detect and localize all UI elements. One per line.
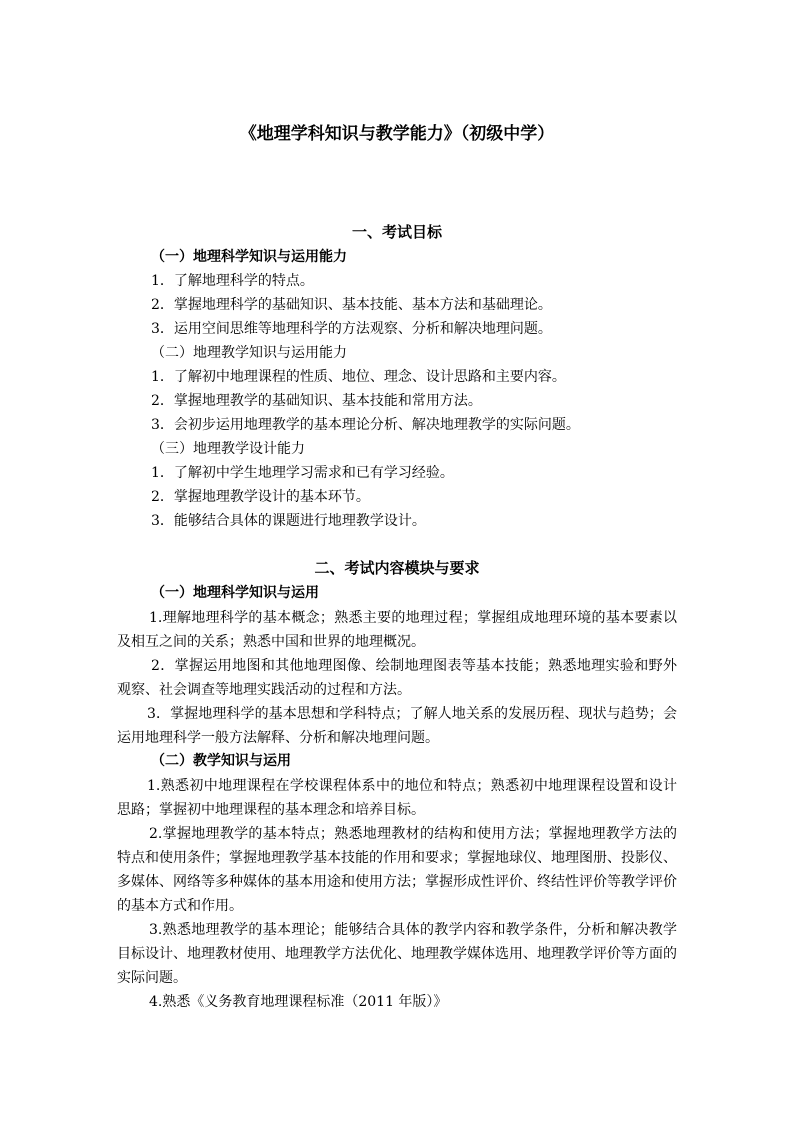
list-item: 3．运用空间思维等地理科学的方法观察、分析和解决地理问题。 <box>151 321 552 337</box>
subsection-heading-geo-science-ability: （一）地理科学知识与运用能力 <box>151 249 347 265</box>
list-item: 1．了解初中地理课程的性质、地位、理念、设计思路和主要内容。 <box>151 369 566 385</box>
subsection-heading-text: （二）地理教学知识与运用能力 <box>151 345 347 361</box>
list-item: 3．能够结合具体的课题进行地理教学设计。 <box>151 513 426 529</box>
paragraph: 1.熟悉初中地理课程在学校课程体系中的地位和特点；熟悉初中地理课程设置和设计思路；掌握初中地理课程的基本理念和培养目标。 <box>117 778 677 818</box>
section-heading-exam-objectives: 一、考试目标 <box>351 223 442 241</box>
paragraph: 1.理解地理科学的基本概念；熟悉主要的地理过程；掌握组成地理环境的基本要素以及相互之间的关系；熟悉中国和世界的地理概况。 <box>117 610 677 650</box>
list-item: 1．了解初中学生地理学习需求和已有学习经验。 <box>151 465 454 481</box>
paragraph: 2．掌握运用地图和其他地理图像、绘制地理图表等基本技能；熟悉地理实验和野外观察、社会调查等地理实践活动的过程和方法。 <box>117 658 677 698</box>
list-item: 1．了解地理科学的特点。 <box>151 273 314 289</box>
document-title: 《地理学科知识与教学能力》（初级中学） <box>239 124 555 144</box>
list-item: 2．掌握地理科学的基础知识、基本技能、基本方法和基础理论。 <box>151 297 552 313</box>
paragraph: 4.熟悉《义务教育地理课程标准（2011 年版）》 <box>149 994 448 1010</box>
paragraph: 2.掌握地理教学的基本特点；熟悉地理教材的结构和使用方法；掌握地理教学方法的特点和使用条件；掌握地理教学基本技能的作用和要求；掌握地球仪、地理图册、投影仪、多媒体、网络等多种媒体的基本用途和使用方法；掌握形成性评价、终结性评价等教学评价的基本方式和作用。 <box>117 826 677 914</box>
paragraph: 3．掌握地理科学的基本思想和学科特点；了解人地关系的发展历程、现状与趋势；会运用地理科学一般方法解释、分析和解决地理问题。 <box>117 706 677 746</box>
list-item: 2．掌握地理教学的基础知识、基本技能和常用方法。 <box>151 393 482 409</box>
subsection-heading-teaching-design-ability: （三）地理教学设计能力 <box>151 441 305 457</box>
subsection-heading-teaching-knowledge: （二）教学知识与运用 <box>151 753 291 769</box>
subsection-heading-teaching-knowledge-ability <box>151 342 347 364</box>
paragraph: 3.熟悉地理教学的基本理论；能够结合具体的教学内容和教学条件，分析和解决教学目标设计、地理教材使用、地理教学方法优化、地理教学媒体选用、地理教学评价等方面的实际问题。 <box>117 922 677 986</box>
section-heading-exam-content: 二、考试内容模块与要求 <box>314 559 480 577</box>
list-item: 3．会初步运用地理教学的基本理论分析、解决地理教学的实际问题。 <box>151 417 580 433</box>
list-item: 2．掌握地理教学设计的基本环节。 <box>151 489 370 505</box>
subsection-heading-geo-science-knowledge: （一）地理科学知识与运用 <box>151 585 319 601</box>
